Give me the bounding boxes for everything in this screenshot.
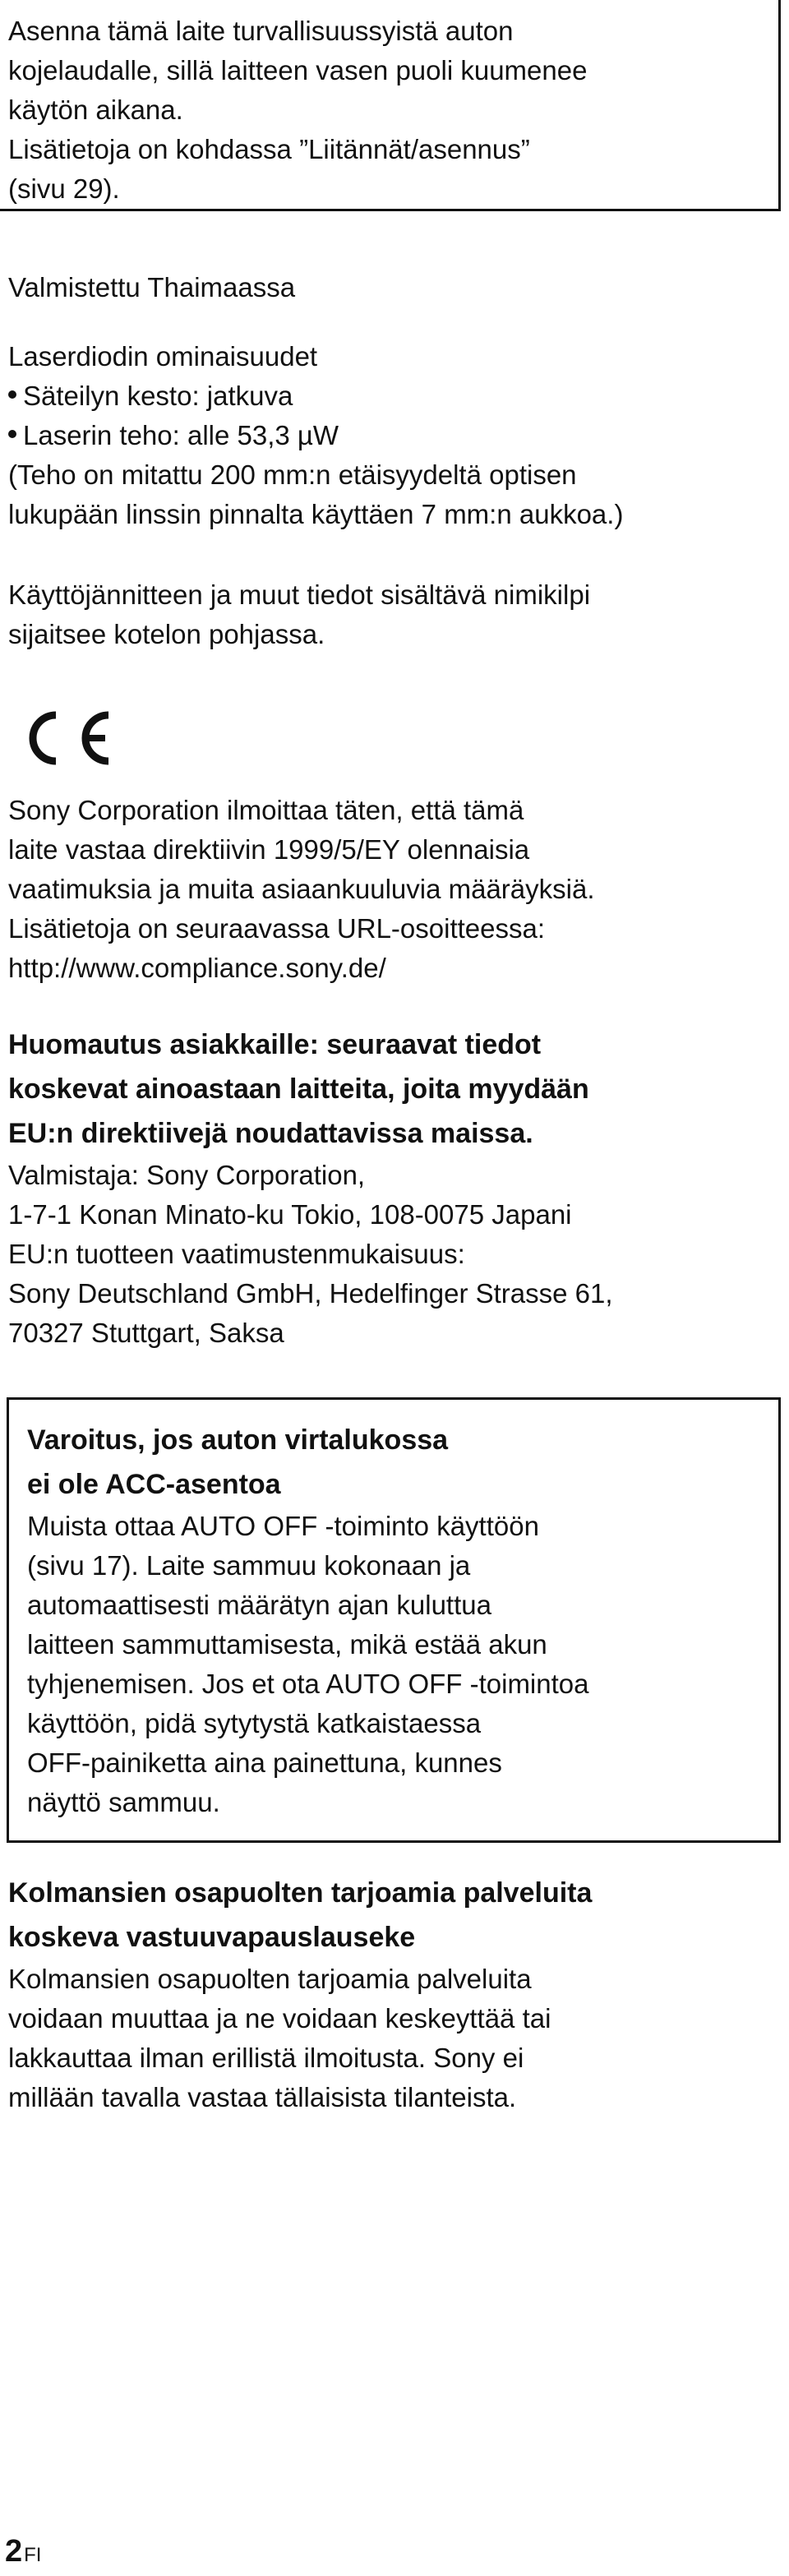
- eu-notice-heading-line: EU:n direktiivejä noudattavissa maissa.: [8, 1118, 533, 1149]
- acc-warning-body-line: käyttöön, pidä sytytystä katkaistaessa: [27, 1708, 482, 1738]
- third-party-heading-line: Kolmansien osapuolten tarjoamia palveluita: [8, 1877, 593, 1909]
- acc-warning-body-line: OFF-painiketta aina painettuna, kunnes: [27, 1747, 502, 1778]
- laser-bullet-text: Säteilyn kesto: jatkuva: [23, 381, 293, 411]
- nameplate-section: [8, 575, 781, 654]
- third-party-heading-line: koskeva vastuuvapauslauseke: [8, 1922, 416, 1953]
- page-number-value: 2: [5, 2534, 23, 2569]
- install-note-box: [0, 0, 781, 211]
- third-party-body-line: Kolmansien osapuolten tarjoamia palveluita: [8, 1964, 532, 1994]
- made-in-text: Valmistettu Thaimaassa: [8, 272, 296, 302]
- eu-notice-body-line: 70327 Stuttgart, Saksa: [8, 1318, 284, 1348]
- nameplate-line: sijaitsee kotelon pohjassa.: [8, 619, 325, 649]
- install-note-line: Lisätietoja on kohdassa ”Liitännät/asennus”: [8, 134, 530, 164]
- acc-warning-heading-line: ei ole ACC-asentoa: [27, 1469, 281, 1500]
- eu-notice-body-line: Sony Deutschland GmbH, Hedelfinger Strasse 61,: [8, 1278, 613, 1309]
- acc-warning-body-line: tyhjenemisen. Jos et ota AUTO OFF -toimintoa: [27, 1669, 589, 1699]
- install-note-line: kojelaudalle, sillä laitteen vasen puoli kuumenee: [8, 55, 588, 85]
- compliance-line: Lisätietoja on seuraavassa URL-osoitteessa:: [8, 913, 546, 944]
- eu-notice-heading-line: Huomautus asiakkaille: seuraavat tiedot: [8, 1029, 542, 1060]
- compliance-section: [8, 791, 781, 988]
- third-party-body-line: millään tavalla vastaa tällaisista tilanteista.: [8, 2082, 517, 2112]
- laser-bullet: [8, 416, 781, 455]
- compliance-line: Sony Corporation ilmoittaa täten, että tämä: [8, 795, 524, 825]
- acc-warning-body-line: laitteen sammuttamisesta, mikä estää akun: [27, 1629, 547, 1660]
- eu-notice-heading-line: koskevat ainoastaan laitteita, joita myydään: [8, 1073, 589, 1105]
- bullet-icon: [8, 390, 16, 399]
- acc-warning-box: [7, 1397, 781, 1843]
- laser-heading: Laserdiodin ominaisuudet: [8, 341, 318, 372]
- page-number: [5, 2533, 41, 2574]
- laser-bullet: [8, 376, 781, 416]
- third-party-body-line: lakkauttaa ilman erillistä ilmoitusta. Sony ei: [8, 2043, 524, 2073]
- ce-mark-icon: [10, 707, 117, 769]
- laser-note-line: (Teho on mitattu 200 mm:n etäisyydeltä optisen: [8, 459, 577, 490]
- bullet-icon: [8, 430, 16, 438]
- compliance-line: laite vastaa direktiivin 1999/5/EY olennaisia: [8, 834, 530, 865]
- eu-notice-body-line: Valmistaja: Sony Corporation,: [8, 1160, 366, 1190]
- install-note-line: Asenna tämä laite turvallisuussyistä auton: [8, 16, 514, 46]
- compliance-url: http://www.compliance.sony.de/: [8, 953, 386, 983]
- acc-warning-body-line: (sivu 17). Laite sammuu kokonaan ja: [27, 1550, 471, 1581]
- page-language-code: FI: [24, 2544, 42, 2566]
- laser-note-line: lukupään linssin pinnalta käyttäen 7 mm:n aukkoa.): [8, 499, 624, 529]
- eu-notice-body-line: 1-7-1 Konan Minato-ku Tokio, 108-0075 Japani: [8, 1199, 572, 1230]
- eu-notice-body-line: EU:n tuotteen vaatimustenmukaisuus:: [8, 1239, 465, 1269]
- nameplate-line: Käyttöjännitteen ja muut tiedot sisältävä nimikilpi: [8, 579, 591, 610]
- compliance-line: vaatimuksia ja muita asiaankuuluvia määräyksiä.: [8, 874, 595, 904]
- third-party-section: [8, 1871, 781, 2117]
- acc-warning-heading-line: Varoitus, jos auton virtalukossa: [27, 1424, 449, 1456]
- laser-section: [8, 337, 781, 534]
- acc-warning-body-line: automaattisesti määrätyn ajan kuluttua: [27, 1590, 491, 1620]
- install-note-line: käytön aikana.: [8, 95, 183, 125]
- laser-bullet-text: Laserin teho: alle 53,3 µW: [23, 420, 339, 450]
- install-note-line: (sivu 29).: [8, 173, 120, 204]
- third-party-body-line: voidaan muuttaa ja ne voidaan keskeyttää tai: [8, 2003, 551, 2034]
- eu-notice-section: [8, 1023, 781, 1353]
- acc-warning-body-line: näyttö sammuu.: [27, 1787, 220, 1817]
- acc-warning-body-line: Muista ottaa AUTO OFF -toiminto käyttöön: [27, 1511, 539, 1541]
